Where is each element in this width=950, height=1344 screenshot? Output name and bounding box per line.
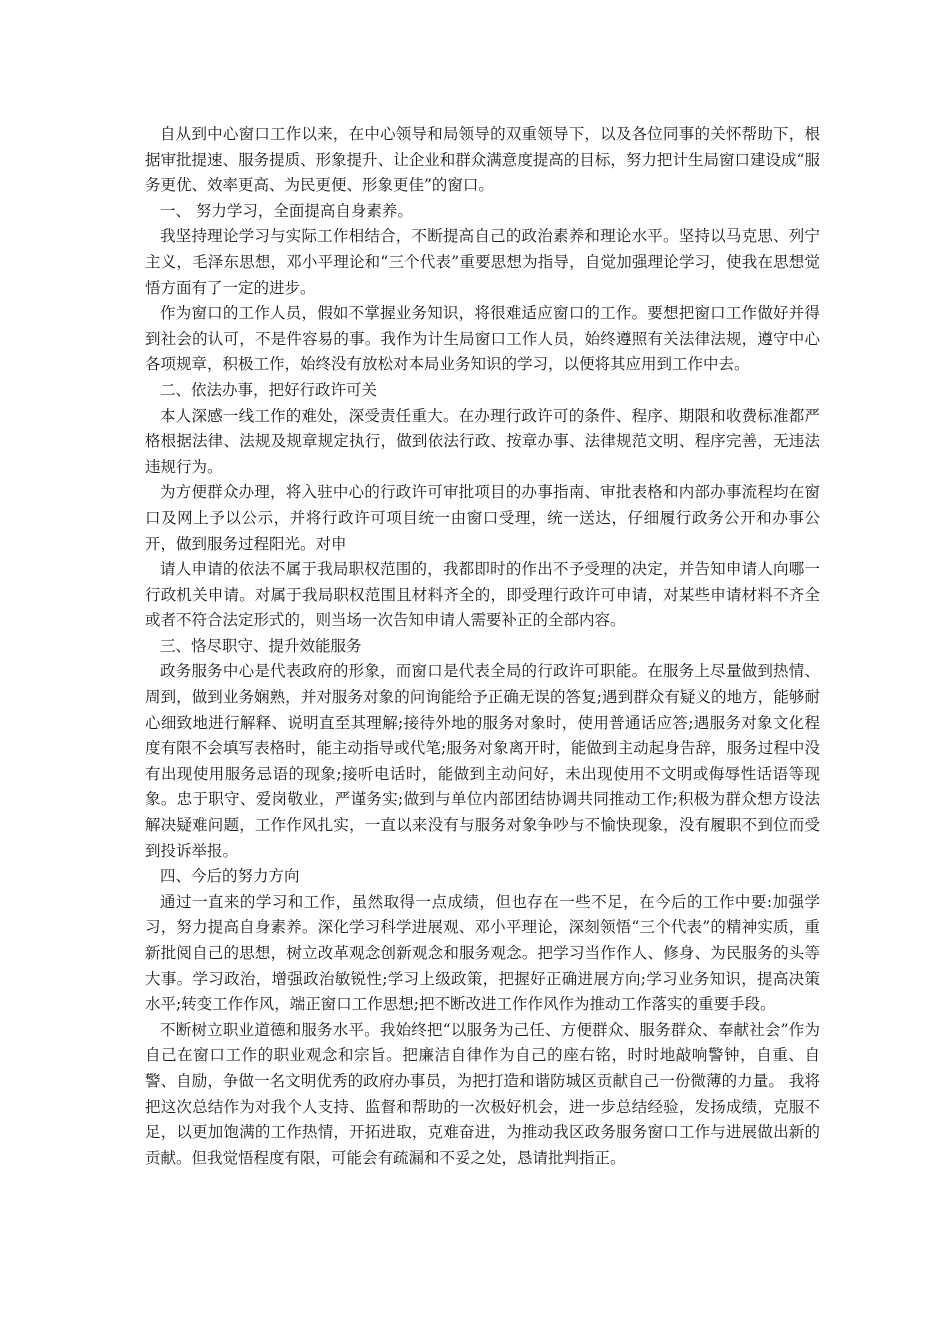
- section-1-paragraph-2: 作为窗口的工作人员，假如不掌握业务知识，将很难适应窗口的工作。要想把窗口工作做好并得到社会的认可，不是件容易的事。我作为计生局窗口工作人员，始终遵照有关法律法规，遵守中心各项规章，积极工作，始终没有放松对本局业务知识的学习，以便将其应用到工作中去。: [145, 304, 820, 374]
- document-body: [145, 122, 820, 1171]
- section-1-paragraph-1: 我坚持理论学习与实际工作相结合，不断提高自己的政治素养和理论水平。坚持以马克思、列宁主义，毛泽东思想，邓小平理论和“三个代表”重要思想为指导，自觉加强理论学习，使我在思想觉悟方面有了一定的进步。: [145, 227, 820, 297]
- section-heading-2: 二、依法办事，把好行政许可关: [160, 380, 378, 399]
- section-2-paragraph-3: 请人申请的依法不属于我局职权范围的，我都即时的作出不予受理的决定，并告知申请人向哪一行政机关申请。对属于我局职权范围且材料齐全的，即受理行政许可申请，对某些申请材料不齐全或者不符合法定形式的，则当场一次告知申请人需要补正的全部内容。: [145, 560, 820, 630]
- section-heading-4: 四、今后的努力方向: [160, 867, 300, 886]
- section-2-paragraph-1: 本人深感一线工作的难处，深受责任重大。在办理行政许可的条件、程序、期限和收费标准都严格根据法律、法规及规章规定执行，做到依法行政、按章办事、法律规范文明、程序完善，无违法违规行为。: [145, 406, 820, 476]
- section-2-paragraph-2: 为方便群众办理，将入驻中心的行政许可审批项目的办事指南、审批表格和内部办事流程均在窗口及网上予以公示，并将行政许可项目统一由窗口受理，统一送达，仔细履行政务公开和办事公开，做到服务过程阳光。对申: [145, 483, 820, 553]
- section-4-paragraph-1: 通过一直来的学习和工作，虽然取得一点成绩，但也存在一些不足，在今后的工作中要:加强学习，努力提高自身素养。深化学习科学进展观、邓小平理论，深刻领悟“三个代表”的精神实质，重新批阅自己的思想，树立改革观念创新观念和服务观念。把学习当作作人、修身、为民服务的头等大事。学习政治，增强政治敏锐性;学习上级政策，把握好正确进展方向;学习业务知识，提高决策水平;转变工作作风，端正窗口工作思想;把不断改进工作作风作为推动工作落实的重要手段。: [145, 892, 820, 1014]
- section-3-paragraph-1: 政务服务中心是代表政府的形象，而窗口是代表全局的行政许可职能。在服务上尽量做到热情、周到，做到业务娴熟，并对服务对象的问询能给予正确无误的答复;遇到群众有疑义的地方，能够耐心细致地进行解释、说明直至其理解;接待外地的服务对象时，使用普通话应答;遇服务对象文化程度有限不会填写表格时，能主动指导或代笔;服务对象离开时，能做到主动起身告辞，服务过程中没有出现使用服务忌语的现象;接听电话时，能做到主动问好，未出现使用不文明或侮辱性话语等现象。忠于职守、爱岗敬业，严谨务实;做到与单位内部团结协调共同推动工作;积极为群众想方设法解决疑难问题，工作作风扎实，一直以来没有与服务对象争吵与不愉快现象，没有履职不到位而受到投诉举报。: [145, 662, 820, 860]
- section-heading-1: 一、 努力学习，全面提高自身素养。: [160, 201, 413, 220]
- section-heading-3: 三、恪尽职守、提升效能服务: [160, 636, 362, 655]
- section-4-paragraph-2: 不断树立职业道德和服务水平。我始终把“以服务为己任、方便群众、服务群众、奉献社会”作为自己在窗口工作的职业观念和宗旨。把廉洁自律作为自己的座右铭，时时地敲响警钟，自重、自警、自励，争做一名文明优秀的政府办事员，为把打造和谐防城区贡献自己一份微薄的力量。 我将把这次总结作为对我个人支持、监督和帮助的一次极好机会，进一步总结经验，发扬成绩，克服不足，以更加饱满的工作热情，开拓进取，克难奋进，为推动我区政务服务窗口工作与进展做出新的贡献。但我觉悟程度有限，可能会有疏漏和不妥之处，恳请批判指正。: [145, 1020, 820, 1167]
- intro-paragraph: 自从到中心窗口工作以来，在中心领导和局领导的双重领导下，以及各位同事的关怀帮助下，根据审批提速、服务提质、形象提升、让企业和群众满意度提高的目标，努力把计生局窗口建设成“服务更优、效率更高、为民更便、形象更佳”的窗口。: [145, 125, 820, 195]
